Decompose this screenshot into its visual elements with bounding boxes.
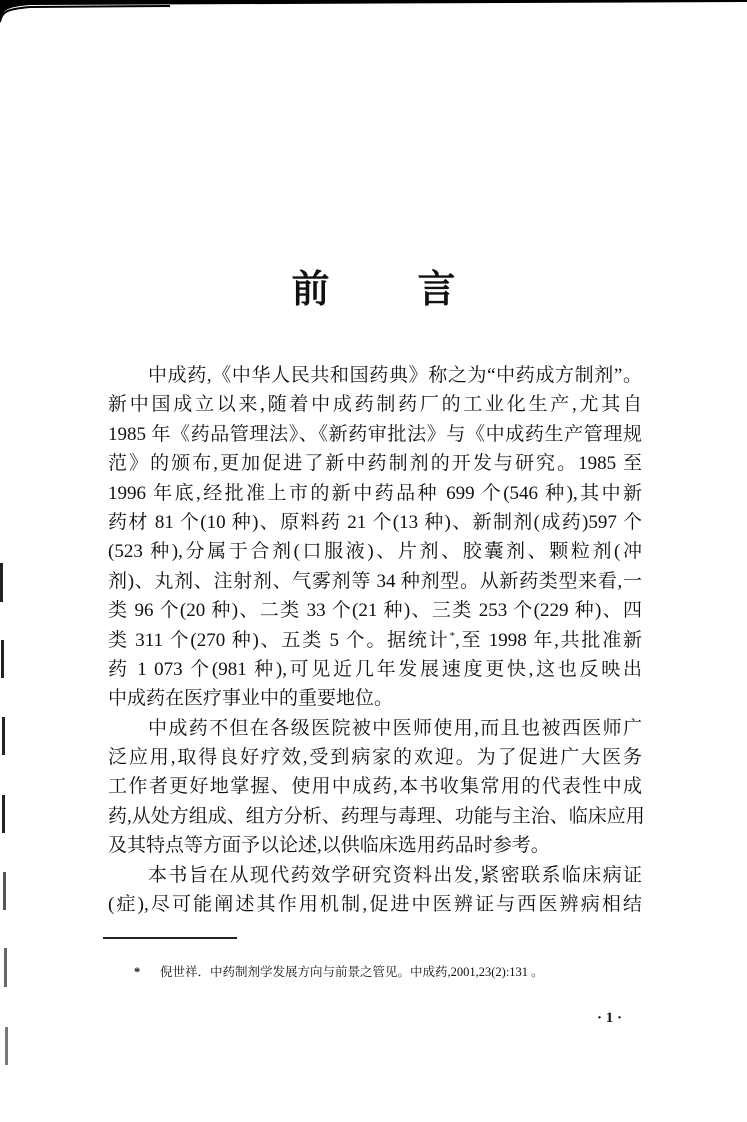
- footnote-marker: *: [134, 965, 141, 979]
- page-title: [0, 258, 747, 313]
- text-line: 中成药不但在各级医院被中医师使用,而且也被西医师广: [148, 717, 642, 739]
- title-char: 前: [291, 269, 330, 311]
- text-line: 工作者更好地掌握、使用中成药,本书收集常用的代表性中成: [108, 776, 642, 798]
- footnote-text: 倪世祥．中药制剂学发展方向与前景之管见。中成药,2001,23(2):131 。: [160, 965, 544, 979]
- scan-edge-left: [1, 640, 4, 678]
- text-line: 1985 年《药品管理法》、《新药审批法》与《中成药生产管理规: [108, 423, 642, 445]
- page-number: · 1 ·: [597, 1010, 623, 1026]
- scan-edge-left: [0, 563, 3, 602]
- text-fragment: ,至 1998 年,共批准新: [454, 629, 642, 651]
- text-line: 新中国成立以来,随着中成药制药厂的工业化生产,尤其自: [108, 394, 642, 416]
- footnote: [134, 962, 544, 980]
- text-line: 及其特点等方面予以论述,以供临床选用药品时参考。: [108, 835, 550, 857]
- title-char: 言: [417, 269, 456, 311]
- text-fragment: 类 311 个(270 种)、五类 5 个。据统计: [108, 629, 450, 651]
- text-line: 药 1 073 个(981 种),可见近几年发展速度更快,这也反映出: [108, 658, 642, 680]
- text-line: 本书旨在从现代药效学研究资料出发,紧密联系临床病证: [148, 864, 642, 886]
- text-line: [108, 626, 642, 655]
- footnote-reference: *: [449, 629, 455, 642]
- scan-edge-left: [4, 948, 7, 987]
- text-line: 泛应用,取得良好疗效,受到病家的欢迎。为了促进广大医务: [108, 747, 642, 769]
- text-line: 中成药在医疗事业中的重要地位。: [108, 688, 394, 710]
- text-line: 1996 年底,经批准上市的新中药品种 699 个(546 种),其中新: [108, 482, 642, 504]
- scan-edge-left: [2, 795, 5, 833]
- scan-edge-top: [0, 0, 747, 30]
- scan-edge-left: [2, 717, 5, 755]
- preface-body: [108, 361, 645, 919]
- text-line: (523 种),分属于合剂(口服液)、片剂、胶囊剂、颗粒剂(冲: [108, 541, 642, 563]
- text-line: (症),尽可能阐述其作用机制,促进中医辨证与西医辨病相结: [108, 894, 642, 916]
- text-line: 类 96 个(20 种)、二类 33 个(21 种)、三类 253 个(229 种)、四: [108, 600, 642, 622]
- scan-edge-left: [5, 1027, 8, 1065]
- footnote-divider: [103, 937, 237, 939]
- text-line: 范》的颁布,更加促进了新中药制剂的开发与研究。1985 至: [108, 453, 642, 475]
- text-line: 药,从处方组成、组方分析、药理与毒理、功能与主治、临床应用: [108, 805, 645, 827]
- scan-edge-left: [3, 872, 6, 910]
- text-line: 剂)、丸剂、注射剂、气雾剂等 34 种剂型。从新药类型来看,一: [108, 570, 642, 592]
- text-line: 药材 81 个(10 种)、原料药 21 个(13 种)、新制剂(成药)597 个: [108, 511, 642, 533]
- text-line: 中成药,《中华人民共和国药典》称之为“中药成方制剂”。: [148, 365, 642, 386]
